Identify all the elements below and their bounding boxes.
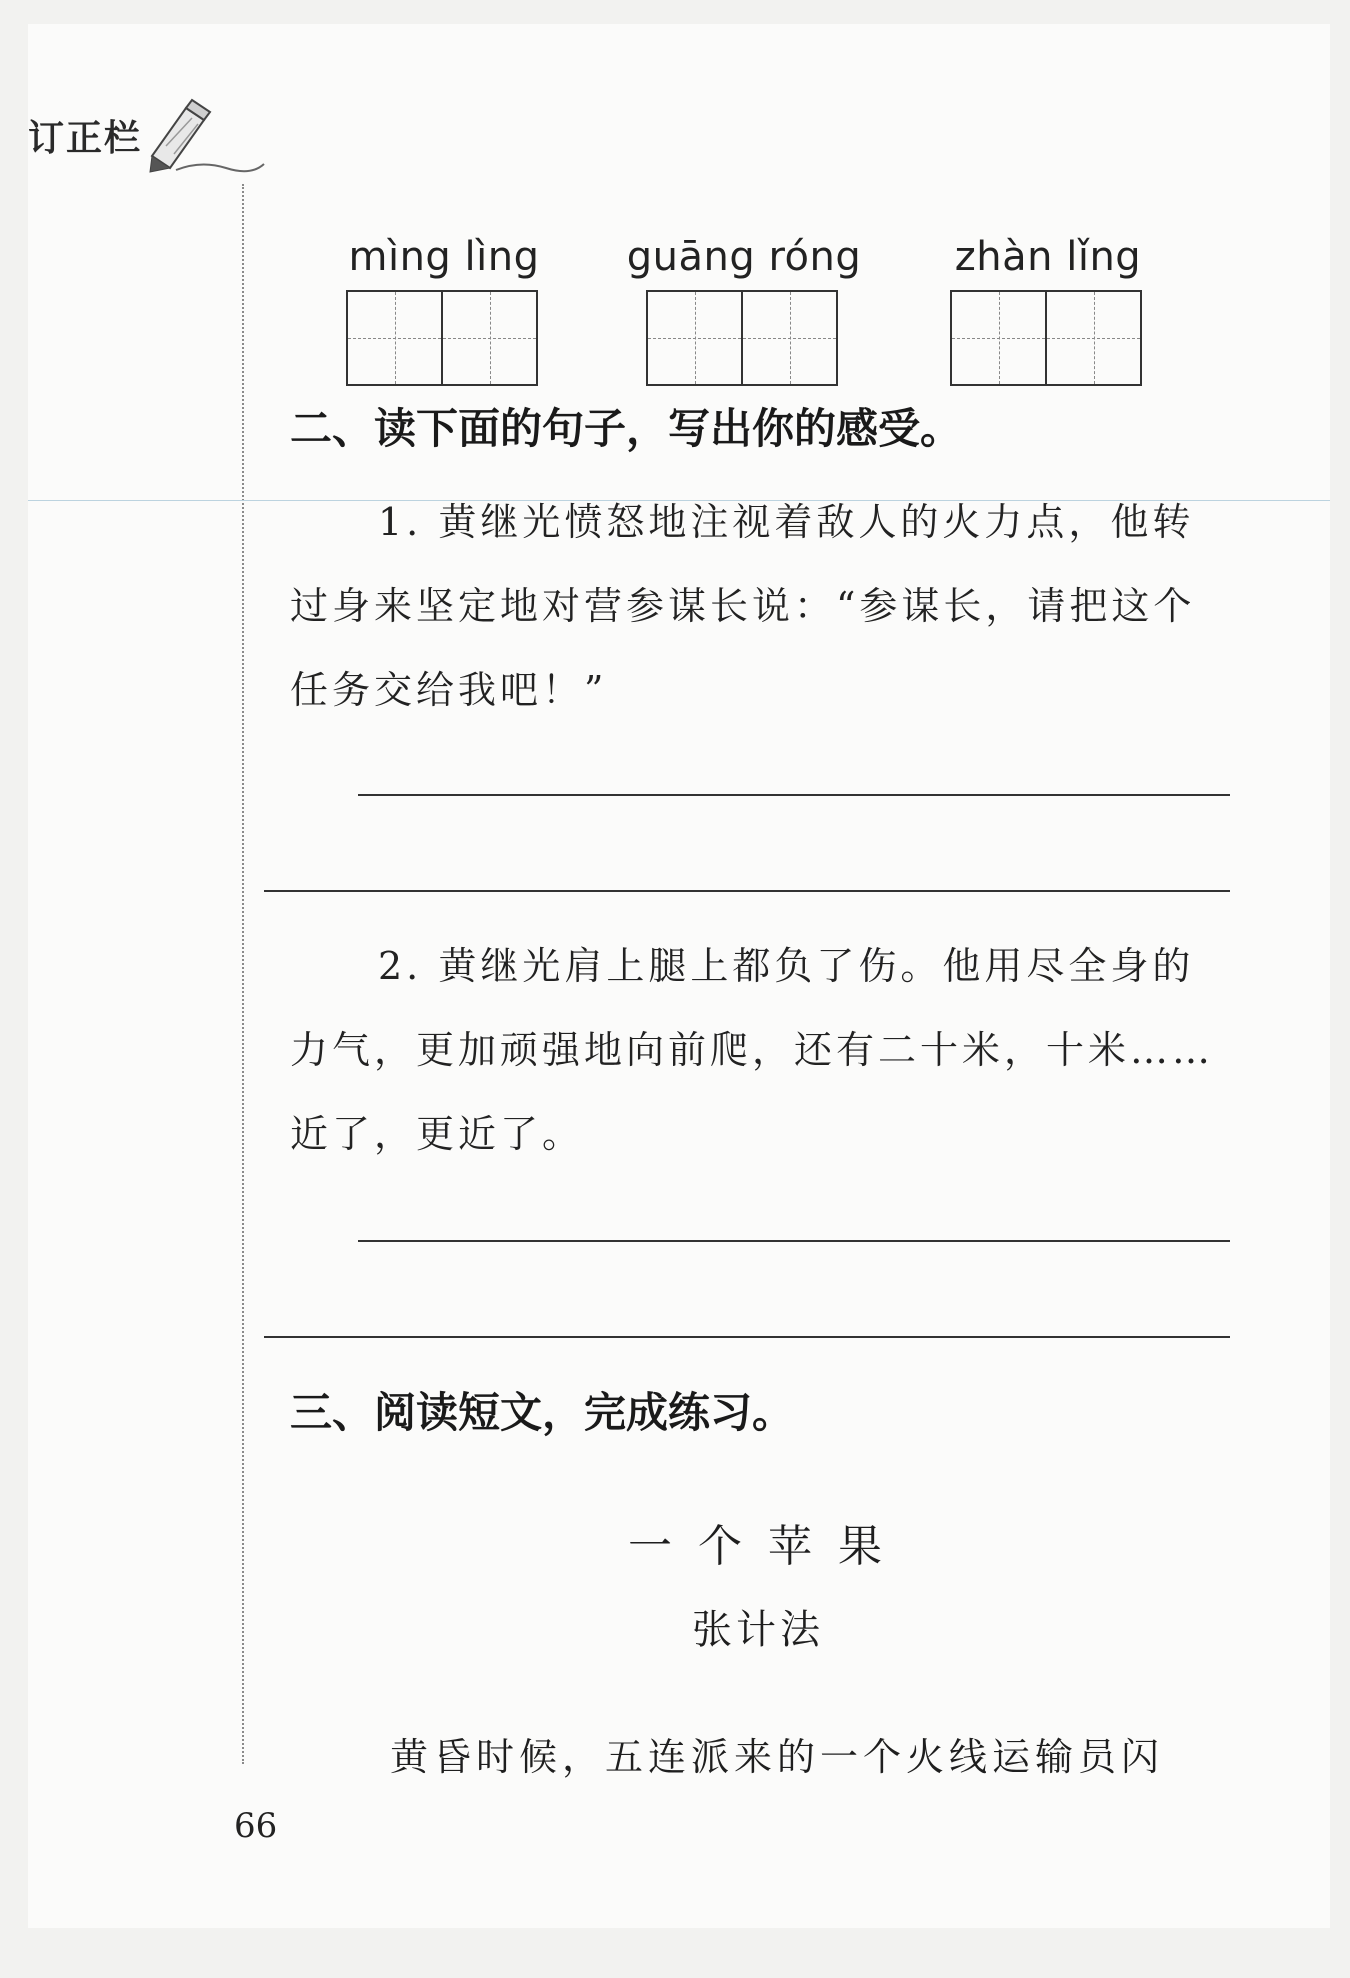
sentence-2: 2. 黄继光肩上腿上都负了伤。他用尽全身的力气，更加顽强地向前爬，还有二十米，十米……近了，更近了。 [290,944,1215,1156]
margin-dotted-divider [242,184,244,1764]
pinyin-label: guāng róng [626,234,862,280]
character-cell[interactable] [741,292,836,384]
character-writing-box[interactable] [346,290,538,386]
answer-line[interactable] [358,1240,1230,1242]
character-cell[interactable] [952,292,1045,384]
section-3-heading: 三、阅读短文，完成练习。 [290,1388,795,1437]
pinyin-item-1 [346,234,542,386]
story-author: 张计法 [692,1607,824,1653]
character-cell[interactable] [441,292,536,384]
answer-line[interactable] [358,794,1230,796]
section-2-heading: 二、读下面的句子，写出你的感受。 [290,404,963,453]
character-writing-box[interactable] [646,290,838,386]
pinyin-label: zhàn lǐng [954,234,1142,280]
pencil-icon [146,94,266,174]
page-number: 66 [234,1806,278,1846]
pinyin-item-3 [950,234,1146,386]
pinyin-item-2 [626,234,862,386]
story-paragraph: 黄昏时候，五连派来的一个火线运输员闪 [390,1735,1165,1779]
correction-column-header: 订正栏 [28,118,143,159]
character-cell[interactable] [1045,292,1140,384]
character-writing-box[interactable] [950,290,1142,386]
pinyin-label: mìng lìng [348,234,540,280]
character-cell[interactable] [648,292,741,384]
answer-line[interactable] [264,890,1230,892]
character-cell[interactable] [348,292,441,384]
answer-line[interactable] [264,1336,1230,1338]
workbook-page [28,24,1330,1928]
story-title: 一个苹果 [628,1521,908,1572]
sentence-1: 1. 黄继光愤怒地注视着敌人的火力点，他转过身来坚定地对营参谋长说：“参谋长，请把这个任务交给我吧！” [290,500,1196,712]
